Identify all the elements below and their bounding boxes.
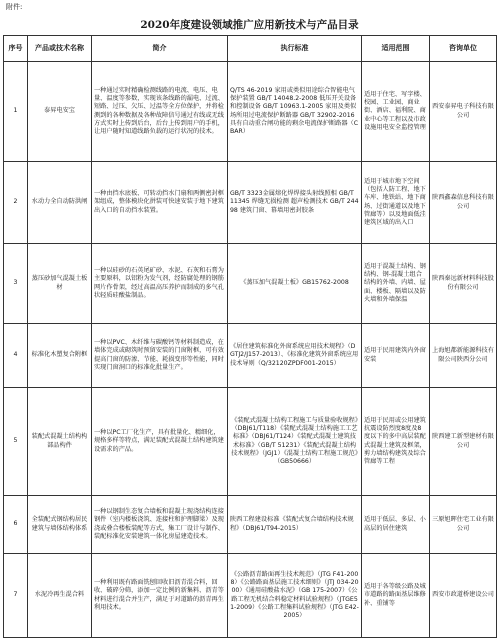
row-name: 水泥冷再生混合料 [28, 554, 92, 638]
row-no: 7 [4, 554, 28, 638]
row-scope: 适用于各等级公路及城市道路的路面基层维修补、重铺等 [362, 554, 430, 638]
row-no: 1 [4, 62, 28, 162]
row-standard: 《公路沥青路面再生技术规范》（JTG F41-2008）《公路路面基层施工技术细则》（JTJ 034-2000）《通用硅酸盐水泥》（GB 175-2007）《公路工程无机结合料稳定材料试验规程》（JTGE51-2009）《公路工程集料试验规程》（JTG E42-2005） [228, 554, 362, 638]
attachment-label: 附件: [6, 3, 23, 11]
product-catalog-table [3, 35, 497, 638]
row-unit: 陕西鑫森信息科技有限公司 [430, 162, 497, 244]
row-intro: 一种通过实时精确检测线路的电流、电压、电量、温度等参数，实现该条线路的漏电、过流、短路、过压、欠压、过温等全方位保护，并将检测到的各种数据及各种故障信号通过有线或无线方式实时上传到后台，后台上传到用户的手机，让用户随时知道线路负载的运行状况的技术。 [92, 62, 228, 162]
row-intro: 一种以PC工厂化生产，具有批量化、精细化，规格多样等特点，满足装配式混凝土结构建筑建设需求的产品。 [92, 388, 228, 496]
row-name: 标准化木塑复合附框 [28, 324, 92, 388]
row-scope: 适用于民用或公用建筑抗震设防烈度8度及8度以下的多中高层装配式混凝土建筑及框架，剪力墙结构建筑及综合管廊等工程 [362, 388, 430, 496]
table-row [4, 244, 497, 324]
row-name: 装配式混凝土结构构部品构件 [28, 388, 92, 496]
table-row [4, 388, 497, 496]
table-row [4, 554, 497, 638]
row-standard: 《装配式混凝土结构工程施工与质量验收规程》（DBJ61/T118）《装配式混凝土结构施工工艺标准》（DBJ61/T124）《装配式混凝土建筑技术标准》（GB/T 51231）《装配式混凝土结构技术规程》（JGJ1）《混凝土结构工程施工规范》（GB50666） [228, 388, 362, 496]
row-standard: 《居住建筑标准化外窗系统应用技术规程》（DGTJ2/J157-2013）、《标准化建筑外窗系统应用技术导则（Q/32120ZPDF001-2015） [228, 324, 362, 388]
row-scope: 适用于民用建筑内外窗安装 [362, 324, 430, 388]
row-unit: 西安市政道桥建设公司 [430, 554, 497, 638]
row-no: 3 [4, 244, 28, 324]
row-scope: 适用于混凝土结构、钢结构、钢-混凝土组合结构的外墙、内墙、屋面、楼板、隔墙以及防火墙和外墙保温 [362, 244, 430, 324]
row-no: 4 [4, 324, 28, 388]
row-no: 6 [4, 496, 28, 554]
row-scope: 适用于城市地下空间（包括人防工程、地下车库、地铁站、地下商场、过街通道以及地下管廊等）以及地面低洼建筑区域的出入口 [362, 162, 430, 244]
header-no: 序号 [4, 36, 28, 62]
row-intro: 一种利用既有路面铣刨回收旧沥青混合料，回收、破碎分筛，添加一定比例的新集料、沥青等材料进行混合并生产，满足于对道路的沥青再生利用技术。 [92, 554, 228, 638]
row-name: 全装配式钢结构居民建筑与墙体结构体系 [28, 496, 92, 554]
header-name: 产品或技术名称 [28, 36, 92, 62]
row-intro: 一种以钢制生态复合墙板和混凝土现浇结构连接钢件（室内楼板浇筑、连接柱和护理脚梁）及现浇或叠合楼板装配等方式，集工厂设计与制作、装配标准化安装建筑一体化房屋建造技术。 [92, 496, 228, 554]
row-unit: 西安泰昇电子科技有限公司 [430, 62, 497, 162]
row-scope: 适用于低层、多层、小高层的居住建筑 [362, 496, 430, 554]
row-name: 水动力全自动防洪闸 [28, 162, 92, 244]
row-unit: 陕西秦远新材料科技股份有限公司 [430, 244, 497, 324]
row-unit: 上海旭都新能源科技有限公司陕西分公司 [430, 324, 497, 388]
row-name: 泰昇电安宝 [28, 62, 92, 162]
header-unit: 咨询单位 [430, 36, 497, 62]
header-scope: 适用范围 [362, 36, 430, 62]
table-header-row [4, 36, 497, 62]
header-intro: 简介 [92, 36, 228, 62]
table-row [4, 162, 497, 244]
header-standard: 执行标准 [228, 36, 362, 62]
document-title: 2020年度建设领域推广应用新技术与产品目录 [140, 19, 359, 31]
row-name: 蒸压砂加气混凝土板材 [28, 244, 92, 324]
row-standard: 陕西工程建设标准《装配式复合墙结构技术规程》（DBJ61/T94-2015） [228, 496, 362, 554]
table-row [4, 62, 497, 162]
table-row [4, 496, 497, 554]
row-scope: 适用于住宅、写字楼、校园、工业园、商业街、酒店、福利院、商业中心等工程以及市政设施用电安全监控管理 [362, 62, 430, 162]
table-row [4, 324, 497, 388]
row-intro: 一种以PVC、木纤维与碳酸钙等材料制造成，在墙体完成或砌筑时预留安装的门窗附框，可有效提高门窗的防渗、节能、耗损变形等性能，同时实现门窗洞口的标准化批量生产。 [92, 324, 228, 388]
row-intro: 一种由挡水底板、可转动挡水门扇和两侧密封框架组成，整体模块化拼装可快速安装于地下建筑出入口的自动挡水装置。 [92, 162, 228, 244]
row-unit: 陕西建工新型建材有限公司 [430, 388, 497, 496]
row-standard: 《蒸压加气混凝土板》GB15762-2008 [228, 244, 362, 324]
row-no: 5 [4, 388, 28, 496]
row-standard: GB/T 3323金属熔化焊焊接头射线照相 GB/T 11345 焊缝无损检测 超声检测技术 GB/T 24498 建筑门窗、幕墙用密封胶条 [228, 162, 362, 244]
row-unit: 三原旭晖住宅工业有限公司 [430, 496, 497, 554]
row-no: 2 [4, 162, 28, 244]
row-standard: Q/TS 46-2019 家用或类似用途综合智能电气保护装置 GB/T 14048.2-2008 低压开关设备和控制设备 GB/T 10963.1-2005 家用及类似场所用过电流保护断路器 GB/T 32902-2016 具有自动重合闸功能的剩余电流保护断路器（CBAR） [228, 62, 362, 162]
row-intro: 一种以硅砂的石英尾矿砂、水泥、石灰和石膏为主要原料，以铝粉为发气剂，经防腐处理的钢筋网片作骨架，经过高温高压养护而制成的多气孔状轻质硅酸盐制品。 [92, 244, 228, 324]
